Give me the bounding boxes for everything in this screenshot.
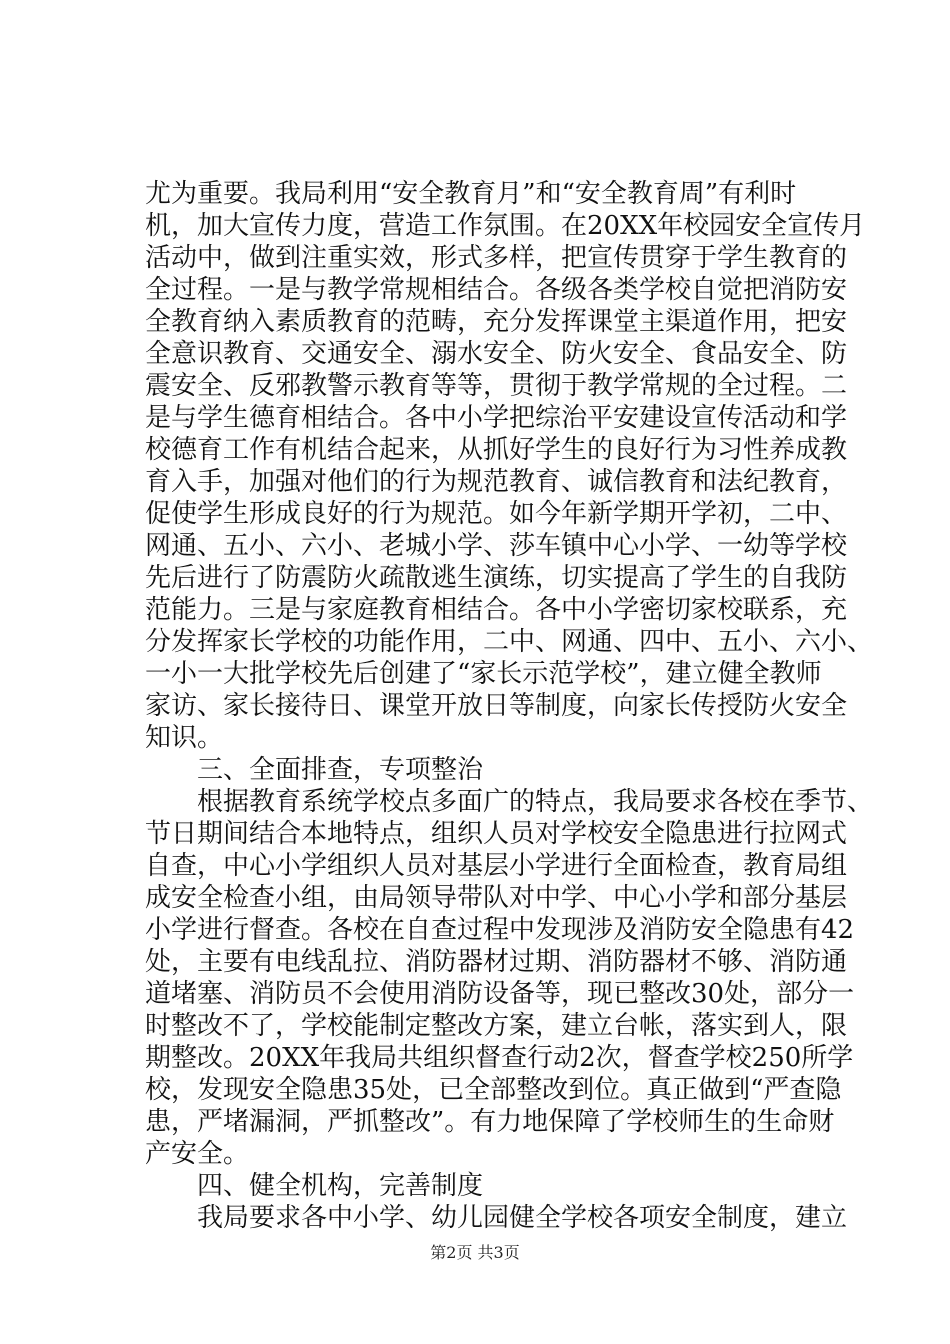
section-heading: 四、健全机构，完善制度: [145, 1171, 484, 1201]
text-line: 震安全、反邪教警示教育等等，贯彻于教学常规的全过程。二: [145, 371, 848, 401]
text-line: 促使学生形成良好的行为规范。如今年新学期开学初，二中、: [145, 499, 848, 529]
section-heading: 三、全面排查，专项整治: [145, 755, 484, 785]
text-line: 先后进行了防震防火疏散逃生演练，切实提高了学生的自我防: [145, 563, 848, 593]
text-line: 尤为重要。我局利用“安全教育月”和“安全教育周”有利时: [145, 179, 797, 209]
text-line: 根据教育系统学校点多面广的特点，我局要求各校在季节、: [145, 787, 874, 817]
text-line: 家访、家长接待日、课堂开放日等制度，向家长传授防火安全: [145, 691, 848, 721]
text-line: 活动中，做到注重实效，形式多样，把宣传贯穿于学生教育的: [145, 243, 848, 273]
text-line: 校，发现安全隐患35处，已全部整改到位。真正做到“严查隐: [145, 1075, 842, 1105]
text-line: 产安全。: [145, 1139, 250, 1169]
text-line: 我局要求各中小学、幼儿园健全学校各项安全制度，建立: [145, 1203, 848, 1233]
text-line: 机，加大宣传力度，营造工作氛围。在20XX年校园安全宣传月: [145, 211, 866, 241]
text-line: 校德育工作有机结合起来，从抓好学生的良好行为习性养成教: [145, 435, 848, 465]
text-line: 处，主要有电线乱拉、消防器材过期、消防器材不够、消防通: [145, 947, 848, 977]
text-line: 知识。: [145, 723, 224, 753]
text-line: 分发挥家长学校的功能作用，二中、网通、四中、五小、六小、: [145, 627, 874, 657]
text-line: 全意识教育、交通安全、溺水安全、防火安全、食品安全、防: [145, 339, 848, 369]
text-line: 时整改不了，学校能制定整改方案，建立台帐，落实到人，限: [145, 1011, 848, 1041]
text-line: 一小一大批学校先后创建了“家长示范学校”，建立健全教师: [145, 659, 822, 689]
page-footer: 第2页 共3页: [430, 1243, 520, 1262]
text-line: 道堵塞、消防员不会使用消防设备等，现已整改30处，部分一: [145, 979, 855, 1009]
text-line: 小学进行督查。各校在自查过程中发现涉及消防安全隐患有42: [145, 915, 855, 945]
text-line: 育入手，加强对他们的行为规范教育、诚信教育和法纪教育，: [145, 467, 848, 497]
text-line: 期整改。20XX年我局共组织督查行动2次，督查学校250所学: [145, 1043, 854, 1073]
text-line: 是与学生德育相结合。各中小学把综治平安建设宣传活动和学: [145, 403, 848, 433]
text-line: 节日期间结合本地特点，组织人员对学校安全隐患进行拉网式: [145, 819, 848, 849]
text-line: 全教育纳入素质教育的范畴，充分发挥课堂主渠道作用，把安: [145, 307, 848, 337]
text-line: 全过程。一是与教学常规相结合。各级各类学校自觉把消防安: [145, 275, 848, 305]
text-line: 网通、五小、六小、老城小学、莎车镇中心小学、一幼等学校: [145, 531, 848, 561]
text-line: 自查，中心小学组织人员对基层小学进行全面检查，教育局组: [145, 851, 848, 881]
text-line: 成安全检查小组，由局领导带队对中学、中心小学和部分基层: [145, 883, 848, 913]
text-line: 患，严堵漏洞，严抓整改”。有力地保障了学校师生的生命财: [145, 1107, 835, 1137]
text-line: 范能力。三是与家庭教育相结合。各中小学密切家校联系，充: [145, 595, 848, 625]
